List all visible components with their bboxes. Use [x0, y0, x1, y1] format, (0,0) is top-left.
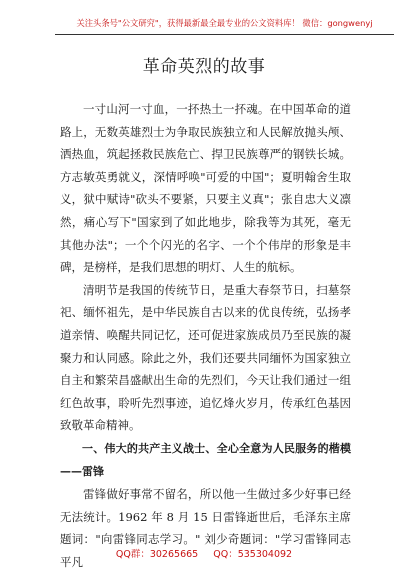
body-paragraph: 清明节是我国的传统节日，是重大春祭节日，扫墓祭祀、缅怀祖先，是中华民族自古以来的优良传统，弘扬孝道亲情、唤醒共同记忆，还可促进家族成员乃至民族的凝聚力和认同感。除此之外，我们还要共同缅怀为国家独立自主和繁荣昌盛献出生命的先烈们，今天让我们通过一组红色故事，聆听先烈事迹，追忆烽火岁月，传承红色基因致敬革命精神。: [60, 282, 351, 433]
section-heading: 一、伟大的共产主义战士、全心全意为人民服务的楷模——雷锋: [60, 441, 351, 478]
section-paragraph: 雷锋做好事常不留名，所以他一生做过多少好事已经无法统计。1962 年 8 月 15 日雷锋逝世后，毛泽东主席题词："向雷锋同志学习。" 刘少奇题词："学习雷锋同志平凡: [60, 486, 351, 569]
document-body: [60, 98, 351, 573]
footer-qq: QQ：535304092: [213, 549, 293, 560]
document-title: 革命英烈的故事: [142, 57, 266, 77]
header-banner: 关注头条号"公文研究"，获得最新最全最专业的公文资料库！ 微信：gongwenyj: [55, 12, 394, 35]
footer-qq-group: QQ群：30265665: [115, 549, 199, 560]
body-paragraph: 一寸山河一寸血，一抔热土一抔魂。在中国革命的道路上，无数英雄烈士为争取民族独立和人民解放抛头颅、洒热血，筑起拯救民族危亡、捍卫民族尊严的钢铁长城。方志敏英勇就义，深情呼唤"可爱的中国"；夏明翰舍生取义，狱中赋诗"砍头不要紧，只要主义真"；张自忠大义凛然，痛心写下"国家到了如此地步，除我等为其死，毫无其他办法"；一个个闪光的名字、一个个伟岸的形象是丰碑，是榜样，是我们思想的明灯、人生的航标。: [60, 102, 351, 275]
footer-contact: [0, 546, 408, 560]
